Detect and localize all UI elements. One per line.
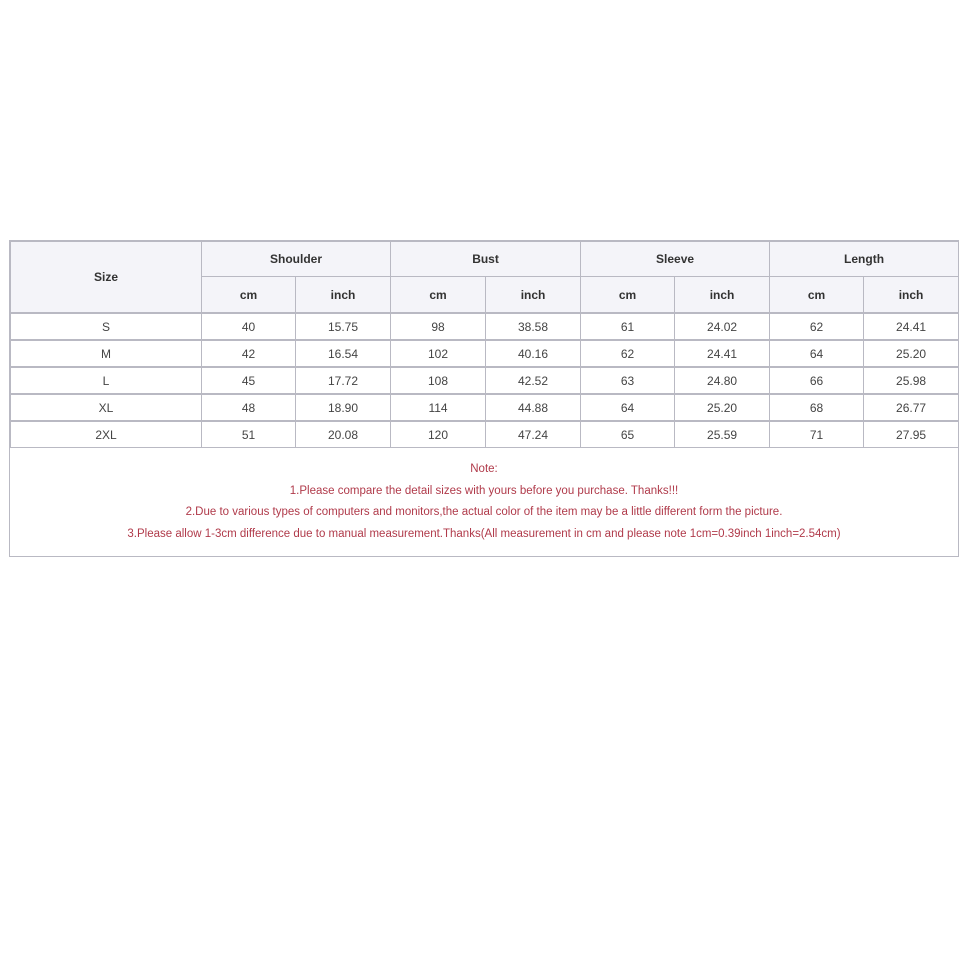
length-header: Length (770, 242, 959, 277)
size-column-header: Size (11, 242, 202, 314)
value-cell: 47.24 (486, 421, 581, 448)
value-cell: 25.98 (864, 367, 959, 394)
value-cell: 24.80 (675, 367, 770, 394)
note-line-1: 1.Please compare the detail sizes with yours before you purchase. Thanks!!! (289, 484, 679, 497)
unit-cm-header: cm (391, 277, 486, 314)
note-line-2: 2.Due to various types of computers and monitors,the actual color of the item may be a little different form the picture. (185, 506, 783, 518)
unit-inch-header: inch (296, 277, 391, 314)
size-cell: S (11, 313, 202, 340)
size-cell: XL (11, 394, 202, 421)
value-cell: 15.75 (296, 313, 391, 340)
value-cell: 51 (202, 421, 296, 448)
unit-cm-header: cm (202, 277, 296, 314)
value-cell: 71 (770, 421, 864, 448)
value-cell: 20.08 (296, 421, 391, 448)
value-cell: 65 (581, 421, 675, 448)
table-row (11, 367, 959, 394)
value-cell: 24.41 (675, 340, 770, 367)
value-cell: 24.41 (864, 313, 959, 340)
value-cell: 44.88 (486, 394, 581, 421)
unit-cm-header: cm (581, 277, 675, 314)
note-line-3: 3.Please allow 1-3cm difference due to manual measurement.Thanks(All measurement in cm and please note 1cm=0.39inch 1inch=2.54cm) (127, 527, 841, 540)
value-cell: 114 (391, 394, 486, 421)
value-cell: 62 (770, 313, 864, 340)
value-cell: 40 (202, 313, 296, 340)
value-cell: 120 (391, 421, 486, 448)
unit-inch-header: inch (486, 277, 581, 314)
value-cell: 16.54 (296, 340, 391, 367)
value-cell: 25.20 (864, 340, 959, 367)
unit-cm-header: cm (770, 277, 864, 314)
size-chart (9, 240, 959, 557)
table-row (11, 313, 959, 340)
unit-inch-header: inch (864, 277, 959, 314)
value-cell: 98 (391, 313, 486, 340)
value-cell: 26.77 (864, 394, 959, 421)
value-cell: 45 (202, 367, 296, 394)
value-cell: 68 (770, 394, 864, 421)
value-cell: 40.16 (486, 340, 581, 367)
value-cell: 25.59 (675, 421, 770, 448)
value-cell: 102 (391, 340, 486, 367)
notes-section (10, 448, 958, 556)
value-cell: 64 (581, 394, 675, 421)
size-cell: 2XL (11, 421, 202, 448)
value-cell: 108 (391, 367, 486, 394)
size-table (10, 241, 959, 448)
value-cell: 38.58 (486, 313, 581, 340)
value-cell: 24.02 (675, 313, 770, 340)
size-cell: L (11, 367, 202, 394)
value-cell: 42 (202, 340, 296, 367)
value-cell: 63 (581, 367, 675, 394)
value-cell: 17.72 (296, 367, 391, 394)
table-row (11, 421, 959, 448)
value-cell: 42.52 (486, 367, 581, 394)
table-row (11, 394, 959, 421)
unit-inch-header: inch (675, 277, 770, 314)
value-cell: 66 (770, 367, 864, 394)
value-cell: 61 (581, 313, 675, 340)
size-cell: M (11, 340, 202, 367)
value-cell: 25.20 (675, 394, 770, 421)
value-cell: 18.90 (296, 394, 391, 421)
sleeve-header: Sleeve (581, 242, 770, 277)
value-cell: 62 (581, 340, 675, 367)
bust-header: Bust (391, 242, 581, 277)
note-title: Note: (470, 463, 498, 475)
shoulder-header: Shoulder (202, 242, 391, 277)
table-row (11, 340, 959, 367)
value-cell: 64 (770, 340, 864, 367)
value-cell: 48 (202, 394, 296, 421)
value-cell: 27.95 (864, 421, 959, 448)
